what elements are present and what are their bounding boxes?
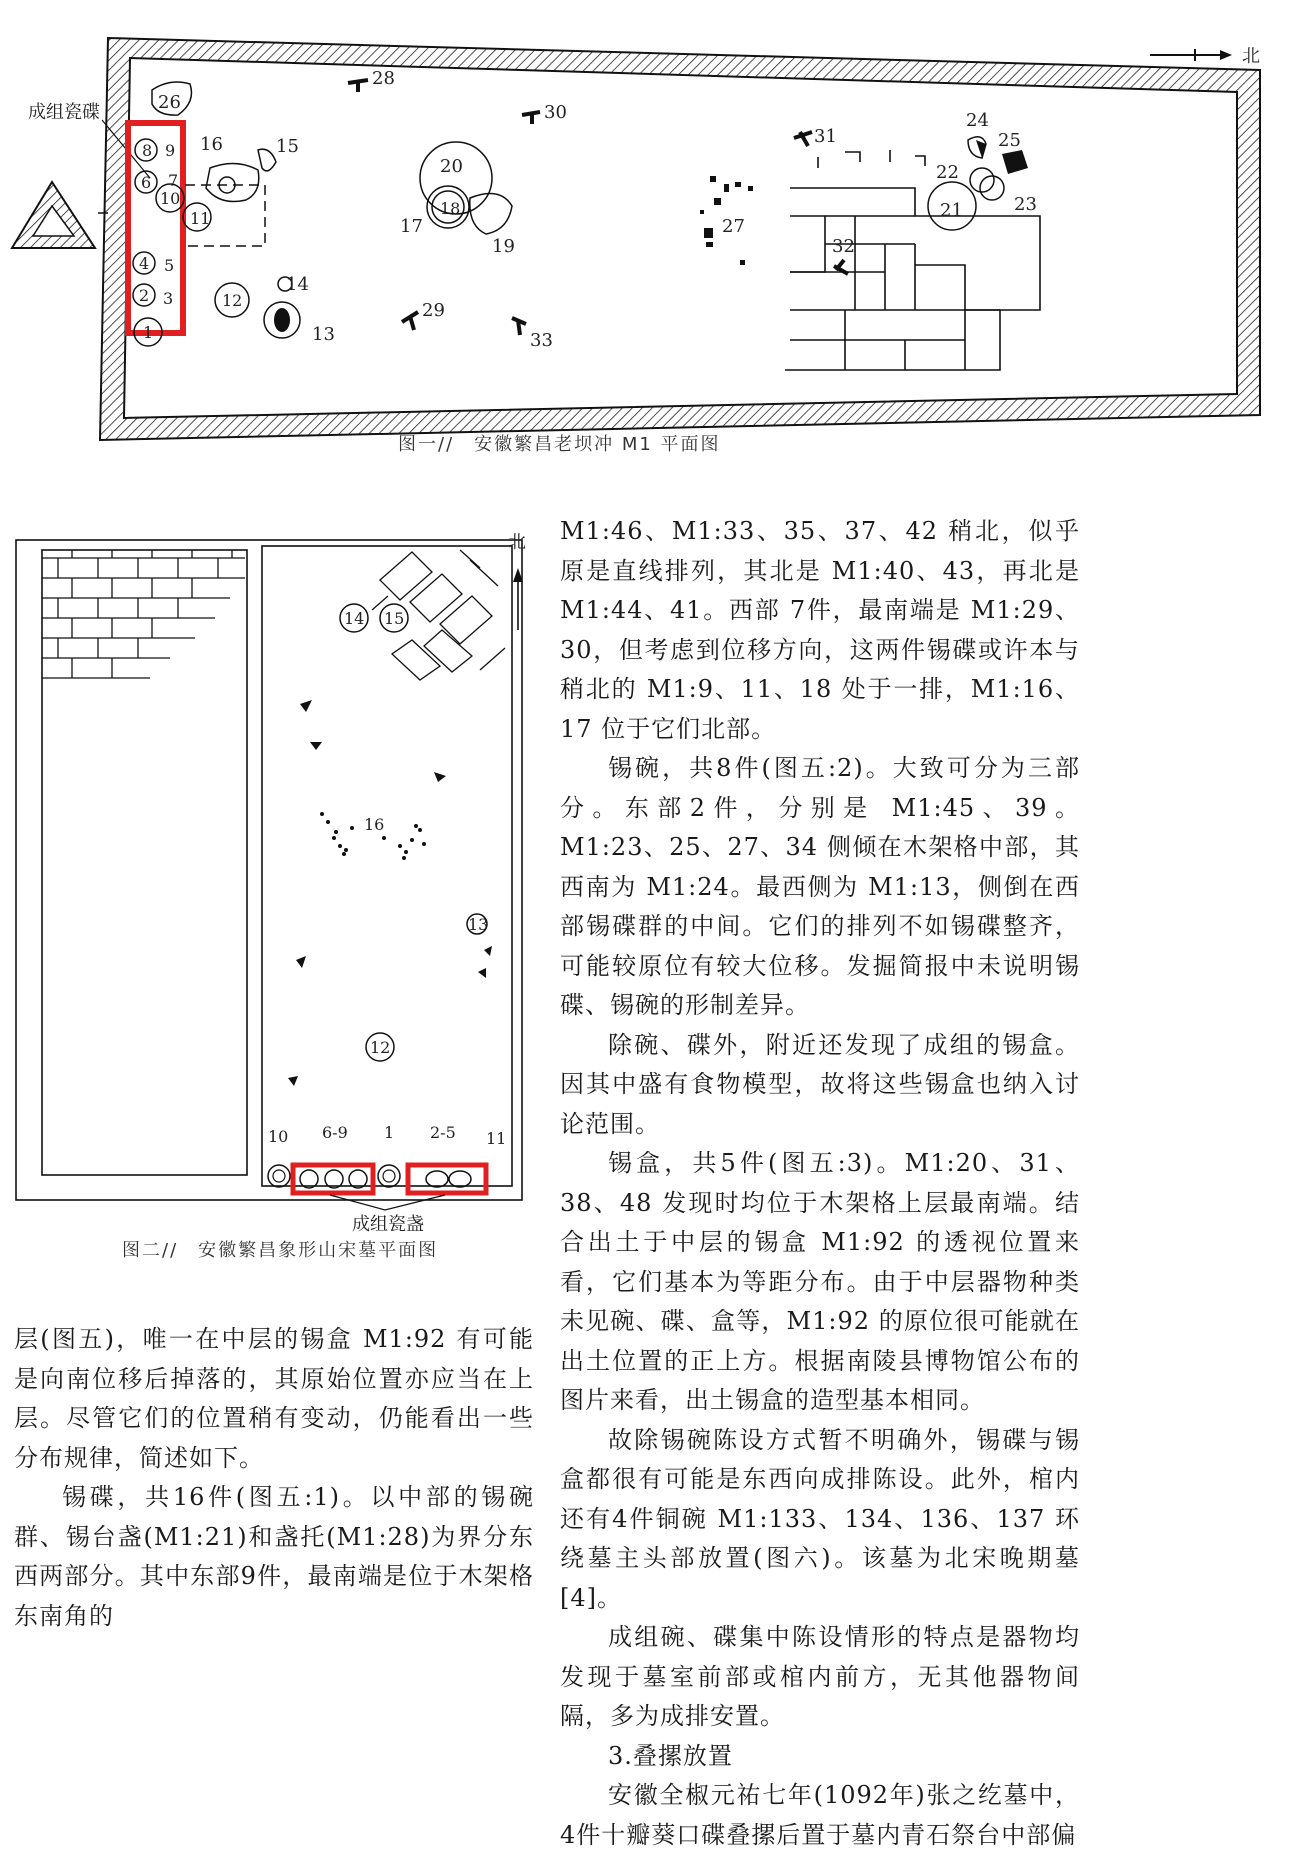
fig1-num-19: 19: [492, 236, 515, 257]
fig1-num-12: 12: [222, 291, 243, 310]
figure-2-plan: [0, 520, 540, 1235]
tomb-chamber: [124, 58, 1237, 418]
fig1-num-17: 17: [400, 216, 423, 237]
section-heading: 3.叠摞放置: [608, 1741, 733, 1770]
fig1-num-18: 18: [440, 199, 461, 218]
paragraph: 成组碗、碟集中陈设情形的特点是器物均发现于墓室前部或棺内前方，无其他器物间隔，多为成排安置。: [560, 1623, 1080, 1730]
fig1-num-21: 21: [940, 200, 963, 221]
fig1-num-20: 20: [440, 156, 463, 177]
figure-1-caption: 图一// 安徽繁昌老坝冲 M1 平面图: [398, 434, 721, 455]
fig2-label-1: 1: [384, 1123, 395, 1142]
north-label-2: 北: [508, 532, 526, 553]
paragraph: 故除锡碗陈设方式暂不明确外，锡碟与锡盒都很有可能是东西向成排陈设。此外，棺内还有4件铜碗 M1:133、134、136、137 环绕墓主头部放置(图六)。该墓为北宋晚期墓[4]。: [560, 1425, 1080, 1612]
north-label-1: 北: [1242, 46, 1260, 67]
fig1-num-25: 25: [998, 130, 1021, 151]
fig1-num-5: 5: [164, 256, 175, 275]
fig2-label-10: 10: [268, 1127, 289, 1146]
fig1-num-11: 11: [190, 209, 211, 228]
fig1-num-16: 16: [200, 134, 223, 155]
left-text-column: [14, 1320, 534, 1636]
right-text-column: [560, 512, 1080, 1855]
fig1-num-10: 10: [160, 189, 181, 208]
highlight-box-2b: [408, 1165, 486, 1193]
figure-1-plan: [0, 20, 1312, 490]
paragraph: 安徽全椒元祐七年(1092年)张之纥墓中，4件十瓣葵口碟叠摞后置于墓内青石祭台中部偏: [560, 1781, 1080, 1849]
fig2-label-12: 12: [370, 1038, 391, 1057]
fig1-num-3: 3: [163, 289, 174, 308]
paragraph: 除碗、碟外，附近还发现了成组的锡盒。因其中盛有食物模型，故将这些锡盒也纳入讨论范围。: [560, 1030, 1080, 1138]
figure-2-caption: 图二// 安徽繁昌象形山宋墓平面图: [122, 1240, 439, 1261]
fig1-num-6: 6: [141, 173, 152, 192]
fig1-num-28: 28: [372, 68, 395, 89]
fig1-num-24: 24: [966, 110, 989, 131]
fig1-num-30: 30: [544, 102, 567, 123]
fig1-num-29: 29: [422, 300, 445, 321]
fig2-label-13: 13: [468, 915, 489, 934]
fig1-num-33: 33: [530, 330, 553, 351]
fig1-num-26: 26: [158, 92, 181, 113]
fig1-num-31: 31: [814, 126, 837, 147]
group-label-1: 成组瓷碟: [28, 102, 100, 123]
fig2-label-11: 11: [486, 1129, 507, 1148]
paragraph: 层(图五)，唯一在中层的锡盒 M1:92 有可能是向南位移后掉落的，其原始位置亦应当在上层。尽管它们的位置稍有变动，仍能看出一些分布规律，简述如下。: [14, 1325, 534, 1472]
fig1-num-7: 7: [168, 171, 179, 190]
fig2-label-2-5: 2-5: [430, 1123, 456, 1142]
fig1-num-23: 23: [1014, 194, 1037, 215]
fig2-label-14: 14: [344, 609, 365, 628]
paragraph: M1:46、M1:33、35、37、42 稍北，似乎原是直线排列，其北是 M1:40、43，再北是 M1:44、41。西部 7件，最南端是 M1:29、30，但考虑到位移方向，这两件锡碟或许本与稍北的 M1:9、11、18 处于一排，M1:16、17 位于它们北部。: [560, 517, 1080, 743]
paragraph: 锡碗，共8件(图五:2)。大致可分为三部分。东部2件，分别是 M1:45、39。M1:23、25、27、34 侧倾在木架格中部，其西南为 M1:24。最西侧为 M1:13，侧倒在西部锡碟群的中间。它们的排列不如锡碟整齐，可能较原位有较大位移。发掘简报中未说明锡碟、锡碗的形制差异。: [560, 754, 1080, 1019]
fig1-num-27: 27: [722, 216, 745, 237]
fig2-label-6-9: 6-9: [322, 1123, 348, 1142]
fig1-num-22: 22: [936, 162, 959, 183]
fig1-num-9: 9: [165, 141, 176, 160]
fig1-num-14: 14: [286, 274, 309, 295]
fig1-num-32: 32: [832, 236, 855, 257]
paragraph: 锡盒，共5件(图五:3)。M1:20、31、38、48 发现时均位于木架格上层最南端。结合出土于中层的锡盒 M1:92 的透视位置来看，它们基本为等距分布。由于中层器物种类未见碗、碟、盒等，M1:92 的原位很可能就在出土位置的正上方。根据南陵县博物馆公布的图片来看，出土锡盒的造型基本相同。: [560, 1149, 1080, 1414]
fig1-num-13: 13: [312, 324, 335, 345]
fig1-num-15: 15: [276, 136, 299, 157]
fig1-num-1: 1: [143, 323, 154, 342]
fig1-num-2: 2: [139, 286, 150, 305]
fig1-num-4: 4: [139, 254, 150, 273]
fig1-num-8: 8: [142, 141, 153, 160]
fig2-label-16: 16: [364, 815, 385, 834]
fig2-label-15: 15: [384, 609, 405, 628]
group-label-2: 成组瓷盏: [352, 1214, 424, 1235]
paragraph: 锡碟，共16件(图五:1)。以中部的锡碗群、锡台盏(M1:21)和盏托(M1:28)为界分东西两部分。其中东部9件，最南端是位于木架格东南角的: [14, 1483, 534, 1630]
highlight-box-2a: [293, 1165, 373, 1193]
